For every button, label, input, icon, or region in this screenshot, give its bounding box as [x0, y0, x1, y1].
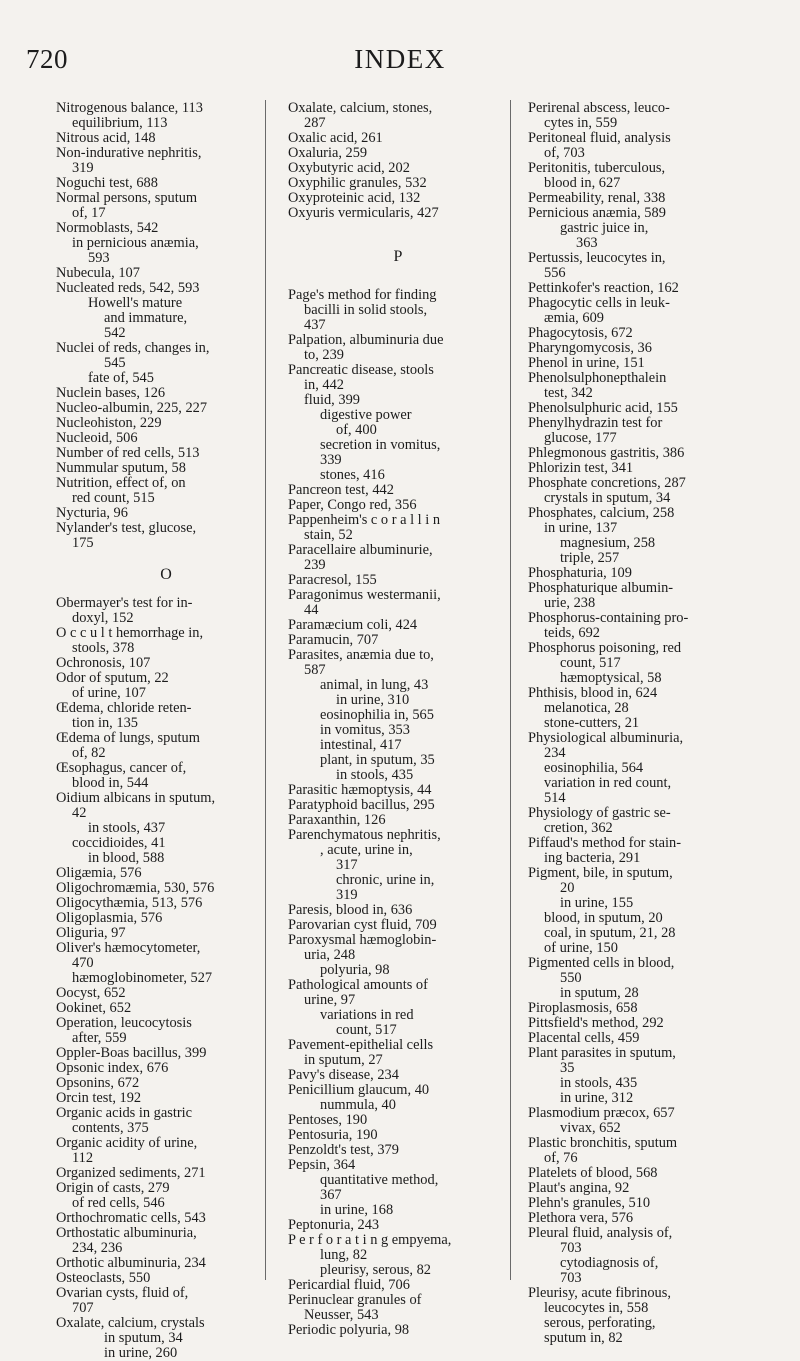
index-subentry: and immature,: [104, 310, 188, 326]
index-entry: Penzoldt's test, 379: [288, 1142, 399, 1158]
page-header: [0, 44, 800, 84]
index-subentry: after, 559: [72, 1030, 127, 1046]
index-entry: Plehn's granules, 510: [528, 1195, 651, 1211]
index-subentry: 363: [576, 235, 598, 251]
index-entry: Piffaud's method for stain-: [528, 835, 682, 851]
index-entry: Parasitic hæmoptysis, 44: [288, 782, 432, 798]
index-entry: Peritoneal fluid, analysis: [528, 130, 671, 146]
index-column-2: [288, 101, 508, 1338]
index-entry: Oocyst, 652: [56, 985, 126, 1001]
index-subentry: blood, in sputum, 20: [544, 910, 663, 926]
index-subentry: 112: [72, 1150, 94, 1166]
index-subentry: leucocytes in, 558: [544, 1300, 649, 1316]
index-subentry: secretion in vomitus,: [320, 437, 441, 453]
index-entry: Pharyngomycosis, 36: [528, 340, 652, 356]
index-entry: Palpation, albuminuria due: [288, 332, 444, 348]
index-entry: Opsonic index, 676: [56, 1060, 169, 1076]
index-entry: Nylander's test, glucose,: [56, 520, 197, 536]
index-entry: Phosphate concretions, 287: [528, 475, 686, 491]
index-subentry: of, 82: [72, 745, 106, 761]
index-subentry: urine, 97: [304, 992, 356, 1008]
index-entry: Page's method for finding: [288, 287, 437, 303]
index-entry: Plastic bronchitis, sputum: [528, 1135, 678, 1151]
section-letter: O: [160, 566, 172, 583]
index-subentry: stools, 378: [72, 640, 135, 656]
index-subentry: 287: [304, 115, 326, 131]
index-entry: Phosphaturia, 109: [528, 565, 632, 581]
index-subentry: of urine, 150: [544, 940, 618, 956]
index-entry: Paracresol, 155: [288, 572, 377, 588]
index-entry: Number of red cells, 513: [56, 445, 200, 461]
index-subentry: in vomitus, 353: [320, 722, 410, 738]
column-divider: [510, 100, 511, 1280]
index-subentry: melanotica, 28: [544, 700, 629, 716]
index-subentry: intestinal, 417: [320, 737, 402, 753]
index-entry: Noguchi test, 688: [56, 175, 158, 191]
index-subentry: chronic, urine in,: [336, 872, 435, 888]
index-entry: Perirenal abscess, leuco-: [528, 100, 670, 116]
index-entry: Periodic polyuria, 98: [288, 1322, 410, 1338]
index-entry: Nuclei of reds, changes in,: [56, 340, 210, 356]
index-entry: Platelets of blood, 568: [528, 1165, 658, 1181]
index-entry: Paramæcium coli, 424: [288, 617, 418, 633]
index-subentry: Howell's mature: [88, 295, 183, 311]
index-subentry: contents, 375: [72, 1120, 149, 1136]
index-subentry: 175: [72, 535, 94, 551]
index-entry: Pentoses, 190: [288, 1112, 368, 1128]
index-entry: Oxyphilic granules, 532: [288, 175, 427, 191]
index-entry: Pleurisy, acute fibrinous,: [528, 1285, 671, 1301]
index-entry: Paraxanthin, 126: [288, 812, 386, 828]
index-subentry: 703: [560, 1240, 582, 1256]
page-number: 720: [26, 44, 68, 74]
index-subentry: in urine, 312: [560, 1090, 634, 1106]
index-entry: Pigment, bile, in sputum,: [528, 865, 673, 881]
index-subentry: blood in, 627: [544, 175, 621, 191]
index-subentry: of, 703: [544, 145, 585, 161]
index-subentry: 545: [104, 355, 126, 371]
index-entry: Ookinet, 652: [56, 1000, 132, 1016]
index-entry: Pancreon test, 442: [288, 482, 394, 498]
index-subentry: hæmoptysical, 58: [560, 670, 662, 686]
index-subentry: in sputum, 34: [104, 1330, 183, 1346]
index-entry: Organized sediments, 271: [56, 1165, 206, 1181]
index-subentry: to, 239: [304, 347, 344, 363]
index-entry: Phlegmonous gastritis, 386: [528, 445, 685, 461]
index-entry: Plaut's angina, 92: [528, 1180, 630, 1196]
index-subentry: variation in red count,: [544, 775, 672, 791]
index-subentry: stone-cutters, 21: [544, 715, 640, 731]
index-subentry: urie, 238: [544, 595, 596, 611]
index-entry: Parenchymatous nephritis,: [288, 827, 441, 843]
index-subentry: in blood, 588: [88, 850, 165, 866]
index-subentry: of, 400: [336, 422, 377, 438]
index-entry: Phosphaturique albumin-: [528, 580, 674, 596]
index-subentry: digestive power: [320, 407, 412, 423]
index-entry: Phosphorus poisoning, red: [528, 640, 682, 656]
index-entry: Parasites, anæmia due to,: [288, 647, 434, 663]
index-entry: P e r f o r a t i n g empyema,: [288, 1232, 452, 1248]
index-entry: Paramucin, 707: [288, 632, 379, 648]
index-subentry: uria, 248: [304, 947, 356, 963]
index-subentry: test, 342: [544, 385, 593, 401]
index-subentry: count, 517: [560, 655, 621, 671]
index-subentry: count, 517: [336, 1022, 397, 1038]
index-entry: Non-indurative nephritis,: [56, 145, 202, 161]
index-subentry: æmia, 609: [544, 310, 604, 326]
index-entry: Phenol in urine, 151: [528, 355, 645, 371]
index-subentry: 234: [544, 745, 566, 761]
index-subentry: bacilli in solid stools,: [304, 302, 428, 318]
index-entry: Oxalate, calcium, crystals: [56, 1315, 205, 1331]
index-entry: Phagocytic cells in leuk-: [528, 295, 670, 311]
index-entry: Oliguria, 97: [56, 925, 126, 941]
index-entry: Pericardial fluid, 706: [288, 1277, 410, 1293]
index-entry: Pancreatic disease, stools: [288, 362, 434, 378]
index-entry: Pentosuria, 190: [288, 1127, 378, 1143]
index-entry: Nucleo-albumin, 225, 227: [56, 400, 208, 416]
index-entry: Paracellaire albuminurie,: [288, 542, 433, 558]
index-subentry: glucose, 177: [544, 430, 617, 446]
index-entry: Nucleated reds, 542, 593: [56, 280, 200, 296]
index-entry: Orcin test, 192: [56, 1090, 142, 1106]
index-subentry: 514: [544, 790, 566, 806]
index-subentry: in urine, 260: [104, 1345, 178, 1361]
index-column-1: [56, 101, 276, 1361]
index-entry: Oxyuris vermicularis, 427: [288, 205, 439, 221]
index-entry: Oligocythæmia, 513, 576: [56, 895, 203, 911]
index-subentry: in pernicious anæmia,: [72, 235, 199, 251]
index-subentry: coccidioides, 41: [72, 835, 166, 851]
index-subentry: 707: [72, 1300, 94, 1316]
index-entry: Oxyproteinic acid, 132: [288, 190, 421, 206]
index-entry: Nitrous acid, 148: [56, 130, 156, 146]
index-subentry: lung, 82: [320, 1247, 368, 1263]
index-entry: Oxybutyric acid, 202: [288, 160, 410, 176]
index-entry: O c c u l t hemorrhage in,: [56, 625, 204, 641]
index-entry: Normal persons, sputum: [56, 190, 198, 206]
index-subentry: animal, in lung, 43: [320, 677, 429, 693]
index-entry: Phagocytosis, 672: [528, 325, 633, 341]
index-entry: Nitrogenous balance, 113: [56, 100, 203, 116]
index-entry: Operation, leucocytosis: [56, 1015, 192, 1031]
index-subentry: blood in, 544: [72, 775, 149, 791]
index-entry: Physiological albuminuria,: [528, 730, 684, 746]
index-subentry: 35: [560, 1060, 575, 1076]
index-entry: Paratyphoid bacillus, 295: [288, 797, 435, 813]
index-entry: Normoblasts, 542: [56, 220, 159, 236]
index-entry: Plethora vera, 576: [528, 1210, 634, 1226]
index-subentry: in stools, 437: [88, 820, 166, 836]
index-entry: Piroplasmosis, 658: [528, 1000, 638, 1016]
index-entry: Physiology of gastric se-: [528, 805, 671, 821]
index-entry: Permeability, renal, 338: [528, 190, 666, 206]
index-entry: Nycturia, 96: [56, 505, 128, 521]
index-entry: Phosphorus-containing pro-: [528, 610, 689, 626]
index-subentry: sputum in, 82: [544, 1330, 623, 1346]
index-subentry: in stools, 435: [560, 1075, 638, 1091]
index-subentry: in stools, 435: [336, 767, 414, 783]
index-entry: Pigmented cells in blood,: [528, 955, 675, 971]
index-subentry: of, 17: [72, 205, 106, 221]
index-subentry: teids, 692: [544, 625, 600, 641]
index-subentry: in urine, 137: [544, 520, 618, 536]
index-entry: Oidium albicans in sputum,: [56, 790, 216, 806]
index-entry: Oligoplasmia, 576: [56, 910, 163, 926]
index-subentry: quantitative method,: [320, 1172, 439, 1188]
index-subentry: triple, 257: [560, 550, 620, 566]
index-entry: Organic acidity of urine,: [56, 1135, 198, 1151]
index-subentry: 42: [72, 805, 87, 821]
index-subentry: of urine, 107: [72, 685, 146, 701]
page-title: INDEX: [354, 44, 446, 74]
index-subentry: 556: [544, 265, 566, 281]
index-subentry: 367: [320, 1187, 342, 1203]
index-subentry: pleurisy, serous, 82: [320, 1262, 431, 1278]
index-subentry: 319: [72, 160, 94, 176]
index-subentry: serous, perforating,: [544, 1315, 656, 1331]
index-entry: Œdema of lungs, sputum: [56, 730, 200, 746]
index-subentry: nummula, 40: [320, 1097, 396, 1113]
index-entry: Perinuclear granules of: [288, 1292, 422, 1308]
index-entry: Organic acids in gastric: [56, 1105, 193, 1121]
index-entry: Oppler-Boas bacillus, 399: [56, 1045, 207, 1061]
index-entry: Oxalate, calcium, stones,: [288, 100, 433, 116]
index-entry: Paper, Congo red, 356: [288, 497, 417, 513]
index-subentry: cytes in, 559: [544, 115, 618, 131]
index-entry: Opsonins, 672: [56, 1075, 140, 1091]
index-subentry: in, 442: [304, 377, 344, 393]
index-entry: Ovarian cysts, fluid of,: [56, 1285, 189, 1301]
index-entry: Oxaluria, 259: [288, 145, 368, 161]
index-entry: Pleural fluid, analysis of,: [528, 1225, 673, 1241]
index-entry: Pathological amounts of: [288, 977, 428, 993]
index-subentry: cretion, 362: [544, 820, 613, 836]
index-subentry: 317: [336, 857, 358, 873]
index-entry: Plant parasites in sputum,: [528, 1045, 676, 1061]
index-entry: Œsophagus, cancer of,: [56, 760, 187, 776]
index-subentry: hæmoglobinometer, 527: [72, 970, 213, 986]
index-subentry: plant, in sputum, 35: [320, 752, 435, 768]
index-entry: Pittsfield's method, 292: [528, 1015, 664, 1031]
index-subentry: 319: [336, 887, 358, 903]
index-subentry: in sputum, 27: [304, 1052, 383, 1068]
index-subentry: vivax, 652: [560, 1120, 621, 1136]
index-subentry: 239: [304, 557, 326, 573]
index-subentry: 339: [320, 452, 342, 468]
index-entry: Phthisis, blood in, 624: [528, 685, 658, 701]
index-subentry: eosinophilia, 564: [544, 760, 644, 776]
index-entry: Paragonimus westermanii,: [288, 587, 441, 603]
index-subentry: 437: [304, 317, 326, 333]
index-subentry: red count, 515: [72, 490, 155, 506]
index-subentry: tion in, 135: [72, 715, 138, 731]
index-subentry: stain, 52: [304, 527, 353, 543]
index-subentry: crystals in sputum, 34: [544, 490, 671, 506]
index-entry: Nummular sputum, 58: [56, 460, 186, 476]
index-subentry: magnesium, 258: [560, 535, 656, 551]
index-entry: Ochronosis, 107: [56, 655, 151, 671]
index-entry: Oligochromæmia, 530, 576: [56, 880, 215, 896]
index-entry: Pavy's disease, 234: [288, 1067, 399, 1083]
index-entry: Paresis, blood in, 636: [288, 902, 413, 918]
index-entry: Pepsin, 364: [288, 1157, 356, 1173]
index-entry: Orthostatic albuminuria,: [56, 1225, 197, 1241]
index-entry: Placental cells, 459: [528, 1030, 640, 1046]
index-subentry: ing bacteria, 291: [544, 850, 641, 866]
index-entry: Peptonuria, 243: [288, 1217, 380, 1233]
index-subentry: 542: [104, 325, 126, 341]
index-subentry: 593: [88, 250, 110, 266]
index-entry: Oligæmia, 576: [56, 865, 142, 881]
index-entry: Nuclein bases, 126: [56, 385, 166, 401]
index-entry: Paroxysmal hæmoglobin-: [288, 932, 437, 948]
index-entry: Orthotic albuminuria, 234: [56, 1255, 206, 1271]
index-entry: Pernicious anæmia, 589: [528, 205, 666, 221]
index-entry: Phosphates, calcium, 258: [528, 505, 675, 521]
index-subentry: gastric juice in,: [560, 220, 649, 236]
index-subentry: 20: [560, 880, 575, 896]
index-subentry: 234, 236: [72, 1240, 123, 1256]
index-subentry: coal, in sputum, 21, 28: [544, 925, 676, 941]
index-entry: Nutrition, effect of, on: [56, 475, 186, 491]
index-entry: Origin of casts, 279: [56, 1180, 170, 1196]
index-entry: Odor of sputum, 22: [56, 670, 169, 686]
index-entry: Pappenheim's c o r a l l i n: [288, 512, 441, 528]
index-entry: Oxalic acid, 261: [288, 130, 383, 146]
index-column-3: [528, 101, 748, 1346]
index-entry: Pettinkofer's reaction, 162: [528, 280, 679, 296]
index-entry: Phenolsulphuric acid, 155: [528, 400, 678, 416]
index-subentry: 44: [304, 602, 319, 618]
index-entry: Peritonitis, tuberculous,: [528, 160, 666, 176]
index-entry: Parovarian cyst fluid, 709: [288, 917, 437, 933]
index-entry: Nucleohiston, 229: [56, 415, 162, 431]
index-subentry: in urine, 310: [336, 692, 410, 708]
index-entry: Phlorizin test, 341: [528, 460, 634, 476]
index-subentry: of, 76: [544, 1150, 578, 1166]
index-entry: Œdema, chloride reten-: [56, 700, 192, 716]
index-entry: Pavement-epithelial cells: [288, 1037, 434, 1053]
index-subentry: in sputum, 28: [560, 985, 639, 1001]
index-subentry: polyuria, 98: [320, 962, 390, 978]
index-entry: Plasmodium præcox, 657: [528, 1105, 675, 1121]
index-entry: Penicillium glaucum, 40: [288, 1082, 430, 1098]
index-subentry: fluid, 399: [304, 392, 360, 408]
index-subentry: doxyl, 152: [72, 610, 134, 626]
index-entry: Obermayer's test for in-: [56, 595, 193, 611]
index-entry: Nucleoid, 506: [56, 430, 138, 446]
index-entry: Orthochromatic cells, 543: [56, 1210, 206, 1226]
index-subentry: 703: [560, 1270, 582, 1286]
index-subentry: variations in red: [320, 1007, 414, 1023]
index-subentry: 470: [72, 955, 94, 971]
index-subentry: of red cells, 546: [72, 1195, 165, 1211]
index-subentry: stones, 416: [320, 467, 385, 483]
index-entry: Pertussis, leucocytes in,: [528, 250, 666, 266]
section-letter: P: [393, 248, 403, 265]
index-entry: Phenolsulphonepthalein: [528, 370, 667, 386]
index-subentry: 587: [304, 662, 326, 678]
index-subentry: cytodiagnosis of,: [560, 1255, 659, 1271]
index-subentry: in urine, 168: [320, 1202, 394, 1218]
index-subentry: in urine, 155: [560, 895, 634, 911]
index-subentry: Neusser, 543: [304, 1307, 379, 1323]
index-entry: Nubecula, 107: [56, 265, 140, 281]
index-subentry: equilibrium, 113: [72, 115, 168, 131]
index-entry: Oliver's hæmocytometer,: [56, 940, 201, 956]
index-subentry: fate of, 545: [88, 370, 154, 386]
index-subentry: , acute, urine in,: [320, 842, 413, 858]
index-entry: Osteoclasts, 550: [56, 1270, 151, 1286]
index-entry: Phenylhydrazin test for: [528, 415, 663, 431]
index-subentry: eosinophilia in, 565: [320, 707, 434, 723]
index-subentry: 550: [560, 970, 582, 986]
